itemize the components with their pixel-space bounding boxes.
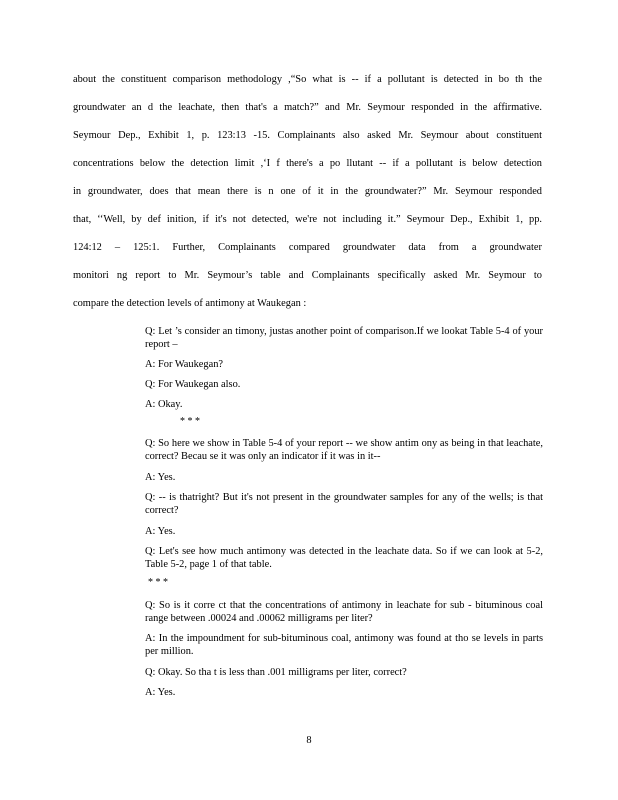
body-line-8: monitori ng report to Mr. Seymour’s table and Complainants specifically asked Mr. Seymour to: [73, 270, 542, 281]
transcript-question: Q: Let ’s consider an timony, justas another point of comparison.If we lookat Table 5-4 of your report –: [145, 326, 543, 350]
transcript-answer: A: For Waukegan?: [145, 359, 224, 370]
transcript-question: Q: So is it corre ct that the concentrations of antimony in leachate for sub - bituminous coal range between .00024 and .00062 milligrams per liter?: [145, 600, 543, 624]
body-line-3: Seymour Dep., Exhibit 1, p. 123:13 -15. Complainants also asked Mr. Seymour about constituent: [73, 130, 542, 141]
body-line-4: concentrations below the detection limit ,‘I f there's a po llutant -- if a pollutant is below detection: [73, 158, 542, 169]
transcript-question: Q: So here we show in Table 5-4 of your report -- we show antim ony as being in that leachate, correct? Becau se it was only an indicator if it was in it--: [145, 438, 543, 462]
ellipsis-stars: * * *: [180, 416, 200, 427]
ellipsis-stars: * * *: [148, 577, 168, 588]
transcript-question: Q: For Waukegan also.: [145, 379, 241, 390]
transcript-answer: A: Yes.: [145, 687, 176, 698]
body-line-5: in groundwater, does that mean there is n one of it in the groundwater?” Mr. Seymour responded: [73, 186, 542, 197]
transcript-question: Q: Okay. So tha t is less than .001 milligrams per liter, correct?: [145, 667, 407, 678]
page-number: 8: [306, 735, 312, 746]
transcript-question: Q: -- is thatright? But it's not present in the groundwater samples for any of the wells; is that correct?: [145, 492, 543, 516]
body-line-1: about the constituent comparison methodology ,“So what is -- if a pollutant is detected in bo th the: [73, 74, 542, 85]
transcript-question: Q: Let's see how much antimony was detected in the leachate data. So if we can look at 5-2, Table 5-2, page 1 of that table.: [145, 546, 543, 570]
body-line-7: 124:12 – 125:1. Further, Complainants compared groundwater data from a groundwater: [73, 242, 542, 253]
transcript-answer: A: Yes.: [145, 472, 176, 483]
transcript-answer: A: Yes.: [145, 526, 176, 537]
body-line-2: groundwater an d the leachate, then that's a match?” and Mr. Seymour responded in the affirmative.: [73, 102, 542, 113]
transcript-answer: A: In the impoundment for sub-bituminous coal, antimony was found at tho se levels in parts per million.: [145, 633, 543, 657]
body-line-9: compare the detection levels of antimony at Waukegan :: [73, 298, 307, 309]
transcript-answer: A: Okay.: [145, 399, 183, 410]
body-line-6: that, ‘‘Well, by def inition, if it's not detected, we're not including it.” Seymour Dep., Exhibit 1, pp.: [73, 214, 542, 225]
